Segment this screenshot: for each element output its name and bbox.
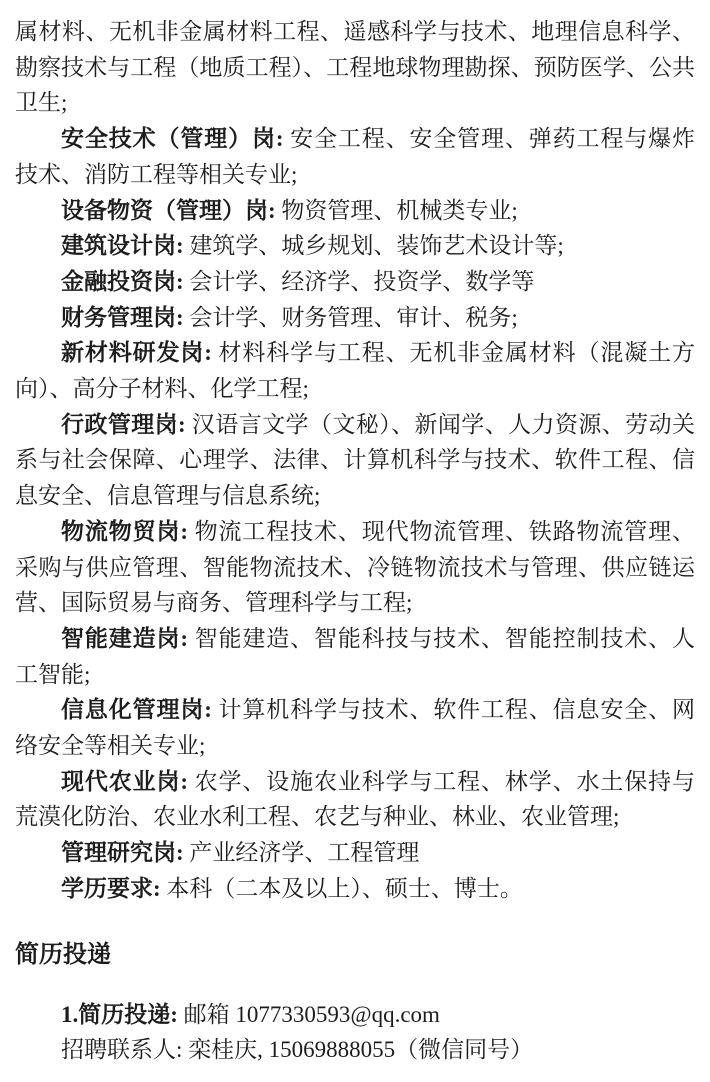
- position-majors: 材料科学与工程、无机非金属材料（混凝土方向）、高分子材料、化学工程;: [15, 340, 695, 402]
- position-label: 金融投资岗:: [61, 268, 190, 294]
- resume-delivery-email-text: 邮箱 1077330593@qq.com: [183, 1001, 440, 1027]
- position-entry-equipment: [15, 193, 695, 229]
- position-majors: 安全工程、安全管理、弹药工程与爆炸技术、消防工程等相关专业;: [15, 126, 695, 187]
- position-label: 管理研究岗:: [61, 840, 190, 866]
- position-label: 现代农业岗:: [61, 768, 195, 794]
- position-entry-safety: [15, 121, 695, 192]
- resume-delivery-section-heading: 简历投递: [15, 941, 111, 968]
- position-majors: 物资管理、机械类专业;: [281, 197, 518, 223]
- position-majors: 农学、设施农业科学与工程、林学、水土保持与荒漠化防治、农业水利工程、农艺与种业、林业、农业管理;: [15, 768, 695, 830]
- resume-delivery-label: 1.简历投递:: [61, 1001, 184, 1027]
- position-entry-it-management: [15, 692, 695, 763]
- position-label: 智能建造岗:: [61, 625, 195, 651]
- education-requirement-label: 学历要求:: [61, 875, 167, 901]
- position-majors: 会计学、财务管理、审计、税务;: [189, 304, 518, 330]
- position-entry-smart-construction: [15, 621, 695, 692]
- position-label: 设备物资（管理）岗:: [61, 197, 282, 223]
- resume-delivery-line: [15, 997, 695, 1033]
- position-majors: 建筑学、城乡规划、装饰艺术设计等;: [189, 233, 564, 259]
- position-entry-finance-investment: [15, 264, 695, 300]
- position-entry-new-materials: [15, 335, 695, 406]
- position-majors: 计算机科学与技术、软件工程、信息安全、网络安全等相关专业;: [15, 697, 695, 759]
- position-entry-architecture: [15, 228, 695, 264]
- position-label: 安全技术（管理）岗:: [61, 126, 291, 152]
- position-label: 信息化管理岗:: [61, 697, 219, 723]
- position-entry-administration: [15, 407, 695, 514]
- contact-person-line: 招聘联系人: 栾桂庆, 15069888055（微信同号）: [61, 1037, 534, 1063]
- position-label: 财务管理岗:: [61, 304, 190, 330]
- position-majors: 汉语言文学（文秘）、新闻学、人力资源、劳动关系与社会保障、心理学、法律、计算机科学与技术、软件工程、信息安全、信息管理与信息系统;: [15, 411, 695, 509]
- position-majors: 智能建造、智能科技与技术、智能控制技术、人工智能;: [15, 625, 695, 687]
- position-majors: 会计学、经济学、投资学、数学等: [189, 268, 535, 294]
- position-label: 建筑设计岗:: [61, 233, 190, 259]
- position-label: 新材料研发岗:: [61, 340, 219, 366]
- position-label: 物流物贸岗:: [61, 518, 195, 544]
- position-majors: 物流工程技术、现代物流管理、铁路物流管理、采购与供应管理、智能物流技术、冷链物流技术与管理、供应链运营、国际贸易与商务、管理科学与工程;: [15, 518, 695, 616]
- education-requirement-line: [15, 871, 695, 907]
- position-entry-modern-agriculture: [15, 764, 695, 835]
- position-entry-management-research: [15, 835, 695, 871]
- position-majors: 产业经济学、工程管理: [189, 840, 420, 866]
- position-label: 行政管理岗:: [61, 411, 192, 437]
- education-requirement-text: 本科（二本及以上）、硕士、博士。: [166, 875, 523, 901]
- position-entry-financial-management: [15, 300, 695, 336]
- position-entry-logistics: [15, 514, 695, 621]
- continuation-paragraph: 属材料、无机非金属材料工程、遥感科学与技术、地理信息科学、勘察技术与工程（地质工程）、工程地球物理勘探、预防医学、公共卫生;: [15, 19, 695, 116]
